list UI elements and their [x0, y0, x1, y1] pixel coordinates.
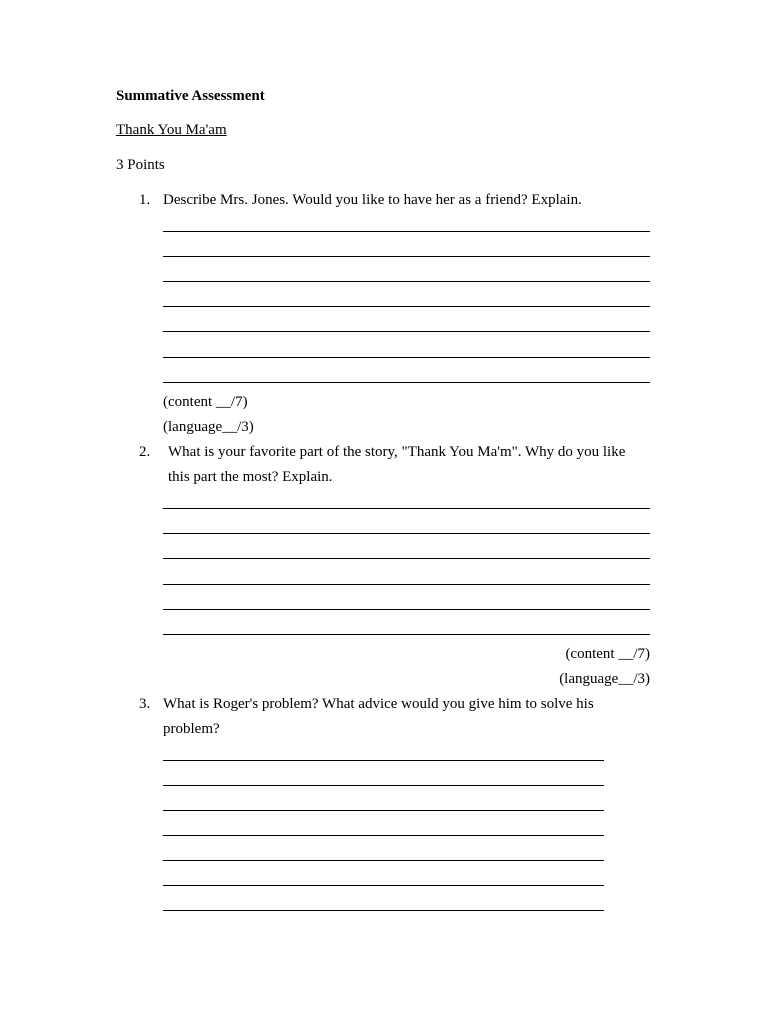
question-1-text: Describe Mrs. Jones. Would you like to have her as a friend? Explain.	[163, 192, 582, 208]
question-1-number: 1.	[139, 192, 151, 208]
answer-line[interactable]	[163, 508, 650, 509]
question-2-language-score: (language__/3)	[559, 671, 650, 687]
answer-line[interactable]	[163, 533, 650, 534]
answer-line[interactable]	[163, 835, 604, 836]
question-1-language-score: (language__/3)	[163, 419, 254, 435]
answer-line[interactable]	[163, 785, 604, 786]
answer-line[interactable]	[163, 306, 650, 307]
answer-line[interactable]	[163, 860, 604, 861]
question-2-content-score: (content __/7)	[565, 646, 650, 662]
answer-line[interactable]	[163, 558, 650, 559]
question-2-number: 2.	[139, 444, 151, 460]
question-2-text-line-1: What is your favorite part of the story, "Thank You Ma'm". Why do you like	[168, 444, 626, 460]
answer-line[interactable]	[163, 810, 604, 811]
answer-line[interactable]	[163, 910, 604, 911]
question-1-content-score: (content __/7)	[163, 394, 248, 410]
answer-line[interactable]	[163, 357, 650, 358]
question-3-text-line-2: problem?	[163, 721, 220, 737]
answer-line[interactable]	[163, 885, 604, 886]
points-label: 3 Points	[116, 157, 165, 173]
answer-line[interactable]	[163, 609, 650, 610]
answer-line[interactable]	[163, 256, 650, 257]
answer-line[interactable]	[163, 634, 650, 635]
question-2-text-line-2: this part the most? Explain.	[168, 469, 333, 485]
answer-line[interactable]	[163, 231, 650, 232]
story-title: Thank You Ma'am	[116, 122, 227, 138]
answer-line[interactable]	[163, 760, 604, 761]
question-3-number: 3.	[139, 696, 151, 712]
answer-line[interactable]	[163, 331, 650, 332]
answer-line[interactable]	[163, 281, 650, 282]
answer-line[interactable]	[163, 584, 650, 585]
answer-line[interactable]	[163, 382, 650, 383]
worksheet-heading: Summative Assessment	[116, 88, 265, 104]
question-3-text-line-1: What is Roger's problem? What advice would you give him to solve his	[163, 696, 594, 712]
